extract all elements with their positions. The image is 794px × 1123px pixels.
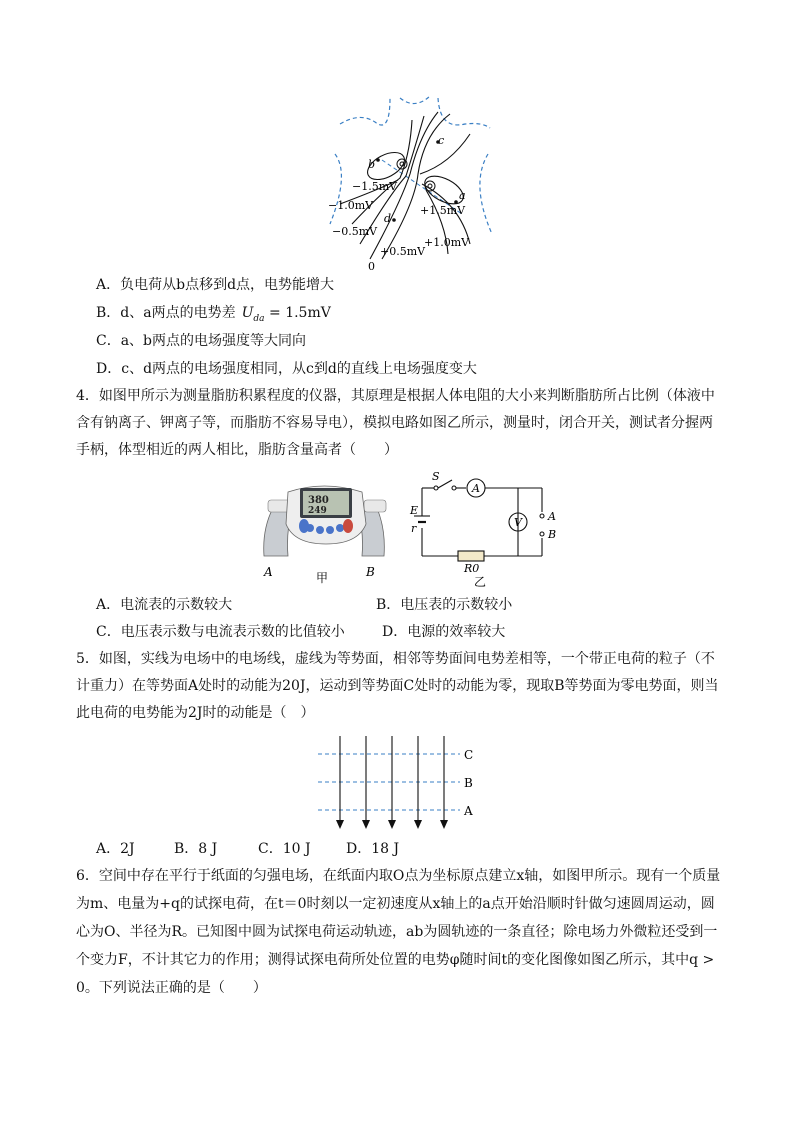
field-lines-figure bbox=[320, 94, 500, 274]
label-a: a bbox=[459, 189, 466, 202]
field-lines-equipotential-figure bbox=[318, 734, 488, 834]
q5-option-a: A．2J bbox=[96, 841, 135, 857]
question-4 bbox=[76, 383, 726, 464]
circuit-ammeter-label: A bbox=[472, 482, 480, 495]
surface-c-label: C bbox=[464, 748, 474, 762]
q5-option-d: D．18 J bbox=[346, 841, 400, 857]
question-4-text: 如图甲所示为测量脂肪积累程度的仪器，其原理是根据人体电阻的大小来判断脂肪所占比例（体液中含有钠离子、钾离子等，而脂肪不容易导电），模拟电路如图乙所示，测量时，闭合开关，测试者分握两手柄，体型相近的两人相比，脂肪含量高者（ ） bbox=[76, 388, 715, 458]
circuit-caption: 乙 bbox=[474, 575, 487, 589]
q3-option-b bbox=[96, 303, 331, 329]
label-zero: 0 bbox=[368, 260, 375, 273]
question-6 bbox=[76, 862, 726, 1002]
question-5-text: 如图，实线为电场中的电场线，虚线为等势面，相邻等势面间电势差相等，一个带正电荷的粒子（不计重力）在等势面A处时的动能为20J，运动到等势面C处时的动能为零，现取B等势面为零电势面，则当此电荷的电势能为2J时的动能是（ ） bbox=[76, 651, 719, 721]
question-6-number: 6． bbox=[76, 868, 99, 884]
q5-option-b: B．8 J bbox=[174, 841, 218, 857]
q3-option-b-sub: da bbox=[253, 313, 265, 324]
device-label-a: A bbox=[264, 565, 273, 579]
question-5 bbox=[76, 646, 726, 727]
q4-option-b: B．电压表的示数较小 bbox=[376, 597, 513, 613]
label-m0_5: −0.5mV bbox=[332, 225, 378, 238]
label-c: c bbox=[438, 134, 445, 147]
q3-option-a: A．负电荷从b点移到d点，电势能增大 bbox=[96, 277, 335, 293]
device-screen-top: 380 bbox=[308, 495, 329, 506]
label-p1_0: +1.0mV bbox=[424, 236, 470, 249]
circuit-r0-label: R0 bbox=[464, 562, 480, 575]
circuit-r-label: r bbox=[411, 522, 417, 535]
label-p0_5: +0.5mV bbox=[380, 245, 426, 258]
device-screen-bottom: 249 bbox=[308, 506, 327, 516]
device-label-b: B bbox=[366, 565, 375, 579]
question-4-number: 4． bbox=[76, 388, 99, 404]
q3-option-c: C．a、b两点的电场强度等大同向 bbox=[96, 333, 307, 349]
label-p1_5: +1.5mV bbox=[420, 204, 466, 217]
question-6-text: 空间中存在平行于纸面的匀强电场，在纸面内取O点为坐标原点建立x轴，如图甲所示。现有一个质量为m、电量为+q的试探电荷，在t＝0时刻以一定初速度从x轴上的a点开始沿顺时针做匀速圆周运动，圆心为O、半径为R。已知图中圆为试探电荷运动轨迹，ab为圆轨迹的一条直径；除电场力外微粒还受到一个变力F，不计其它力的作用；测得试探电荷所处位置的电势φ随时间t的变化图像如图乙所示，其中q > 0。下列说法正确的是（ ） bbox=[76, 868, 721, 996]
circuit-figure bbox=[408, 470, 568, 592]
q3-option-b-rest: = 1.5mV bbox=[264, 305, 331, 321]
device-caption: 甲 bbox=[316, 571, 329, 585]
q3-option-b-u: U bbox=[241, 305, 254, 321]
q3-option-b-prefix: B．d、a两点的电势差 bbox=[96, 305, 236, 321]
q4-option-d: D．电源的效率较大 bbox=[382, 624, 506, 640]
question-5-number: 5． bbox=[76, 651, 99, 667]
surface-a-label: A bbox=[464, 804, 473, 818]
label-b: b bbox=[368, 158, 376, 171]
circuit-terminal-b: B bbox=[548, 528, 557, 541]
circuit-terminal-a: A bbox=[548, 510, 556, 523]
label-d: d bbox=[384, 212, 392, 225]
q4-option-a: A．电流表的示数较大 bbox=[96, 597, 233, 613]
circuit-emf-label: E bbox=[410, 504, 419, 517]
label-m1_0: −1.0mV bbox=[328, 199, 374, 212]
surface-b-label: B bbox=[464, 776, 473, 790]
q5-option-c: C．10 J bbox=[258, 841, 311, 857]
body-fat-device-figure bbox=[258, 478, 398, 588]
label-m1_5: −1.5mV bbox=[352, 180, 398, 193]
q3-option-d: D．c、d两点的电场强度相同，从c到d的直线上电场强度变大 bbox=[96, 361, 477, 377]
circuit-switch-label: S bbox=[432, 470, 440, 483]
q4-option-c: C．电压表示数与电流表示数的比值较小 bbox=[96, 624, 345, 640]
circuit-voltmeter-label: V bbox=[514, 516, 522, 529]
